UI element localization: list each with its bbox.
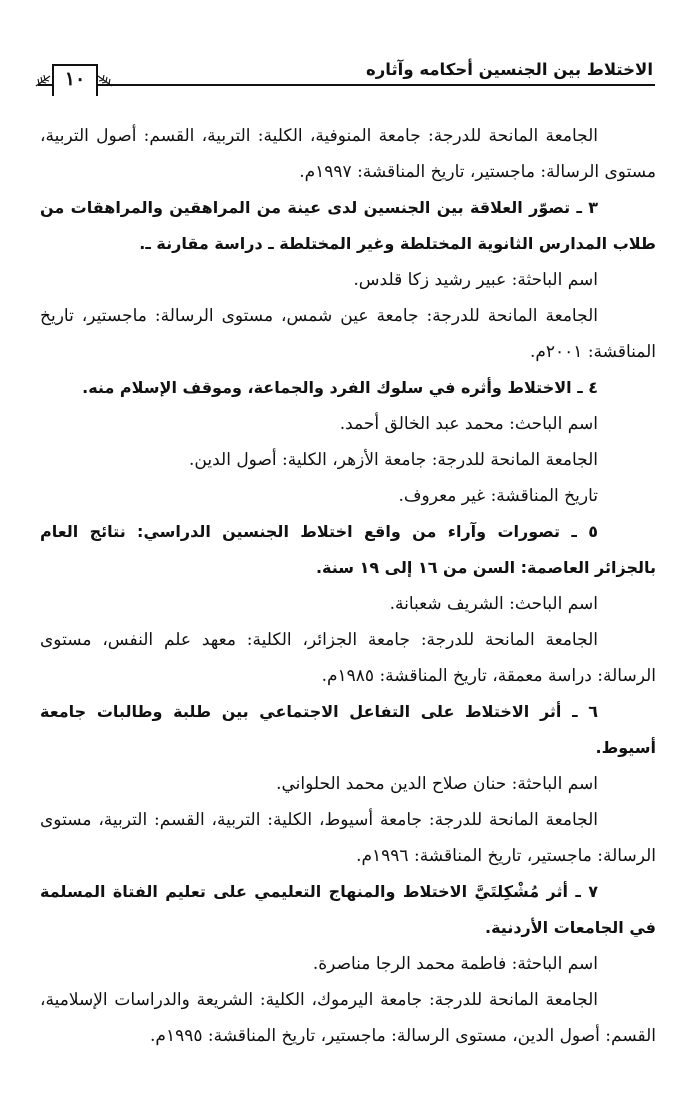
entry-4-date: تاريخ المناقشة: غير معروف. — [398, 486, 598, 506]
page-number-box — [38, 64, 110, 96]
header-rule — [38, 84, 655, 86]
entry-6-title: ٦ ـ أثر الاختلاط على التفاعل الاجتماعي بين طلبة وطالبات جامعة أسيوط. — [40, 702, 656, 757]
entry-4-details: الجامعة المانحة للدرجة: جامعة الأزهر، الكلية: أصول الدين. — [189, 450, 598, 470]
page-number: ١٠ — [64, 68, 86, 90]
leaf-ornament-icon — [34, 72, 52, 90]
entry-5-researcher: اسم الباحث: الشريف شعبانة. — [389, 594, 598, 614]
entry-5-details: الجامعة المانحة للدرجة: جامعة الجزائر، الكلية: معهد علم النفس، مستوى الرسالة: دراسة معمقة، تاريخ المناقشة: ١٩٨٥م. — [40, 630, 656, 686]
entry-4-title: ٤ ـ الاختلاط وأثره في سلوك الفرد والجماعة، وموقف الإسلام منه. — [82, 378, 598, 397]
paragraph-university-details: الجامعة المانحة للدرجة: جامعة المنوفية، الكلية: التربية، القسم: أصول التربية، مستوى الرسالة: ماجستير، تاريخ المناقشة: ١٩٩٧م. — [40, 126, 656, 182]
entry-5-title: ٥ ـ تصورات وآراء من واقع اختلاط الجنسين الدراسي: نتائج العام بالجزائر العاصمة: السن من ١٦ إلى ١٩ سنة. — [40, 522, 656, 577]
entry-7-researcher: اسم الباحثة: فاطمة محمد الرجا مناصرة. — [312, 954, 598, 974]
entry-6-details: الجامعة المانحة للدرجة: جامعة أسيوط، الكلية: التربية، القسم: التربية، مستوى الرسالة: ماجستير، تاريخ المناقشة: ١٩٩٦م. — [40, 810, 656, 866]
entry-4-researcher: اسم الباحث: محمد عبد الخالق أحمد. — [339, 414, 598, 434]
entry-3-details: الجامعة المانحة للدرجة: جامعة عين شمس، مستوى الرسالة: ماجستير، تاريخ المناقشة: ٢٠٠١م. — [40, 306, 656, 362]
entry-3-title: ٣ ـ تصوّر العلاقة بين الجنسين لدى عينة من المراهقين والمراهقات من طلاب المدارس الثانوية المختلطة وغير المختلطة ـ دراسة مقارنة ـ. — [40, 198, 656, 253]
entry-7-details: الجامعة المانحة للدرجة: جامعة اليرموك، الكلية: الشريعة والدراسات الإسلامية، القسم: أصول الدين، مستوى الرسالة: ماجستير، تاريخ المناقشة: ١٩٩٥م. — [40, 990, 656, 1046]
leaf-ornament-icon — [96, 72, 114, 90]
entry-7-title: ٧ ـ أثر مُشْكِلتَيَّ الاختلاط والمنهاج التعليمي على تعليم الفتاة المسلمة في الجامعات الأردنية. — [40, 882, 656, 937]
page-body — [40, 118, 656, 1054]
entry-3-researcher: اسم الباحثة: عبير رشيد زكا قلدس. — [353, 270, 598, 290]
running-header — [38, 56, 655, 96]
running-title: الاختلاط بين الجنسين أحكامه وآثاره — [366, 60, 653, 79]
entry-6-researcher: اسم الباحثة: حنان صلاح الدين محمد الحلواني. — [276, 774, 598, 794]
